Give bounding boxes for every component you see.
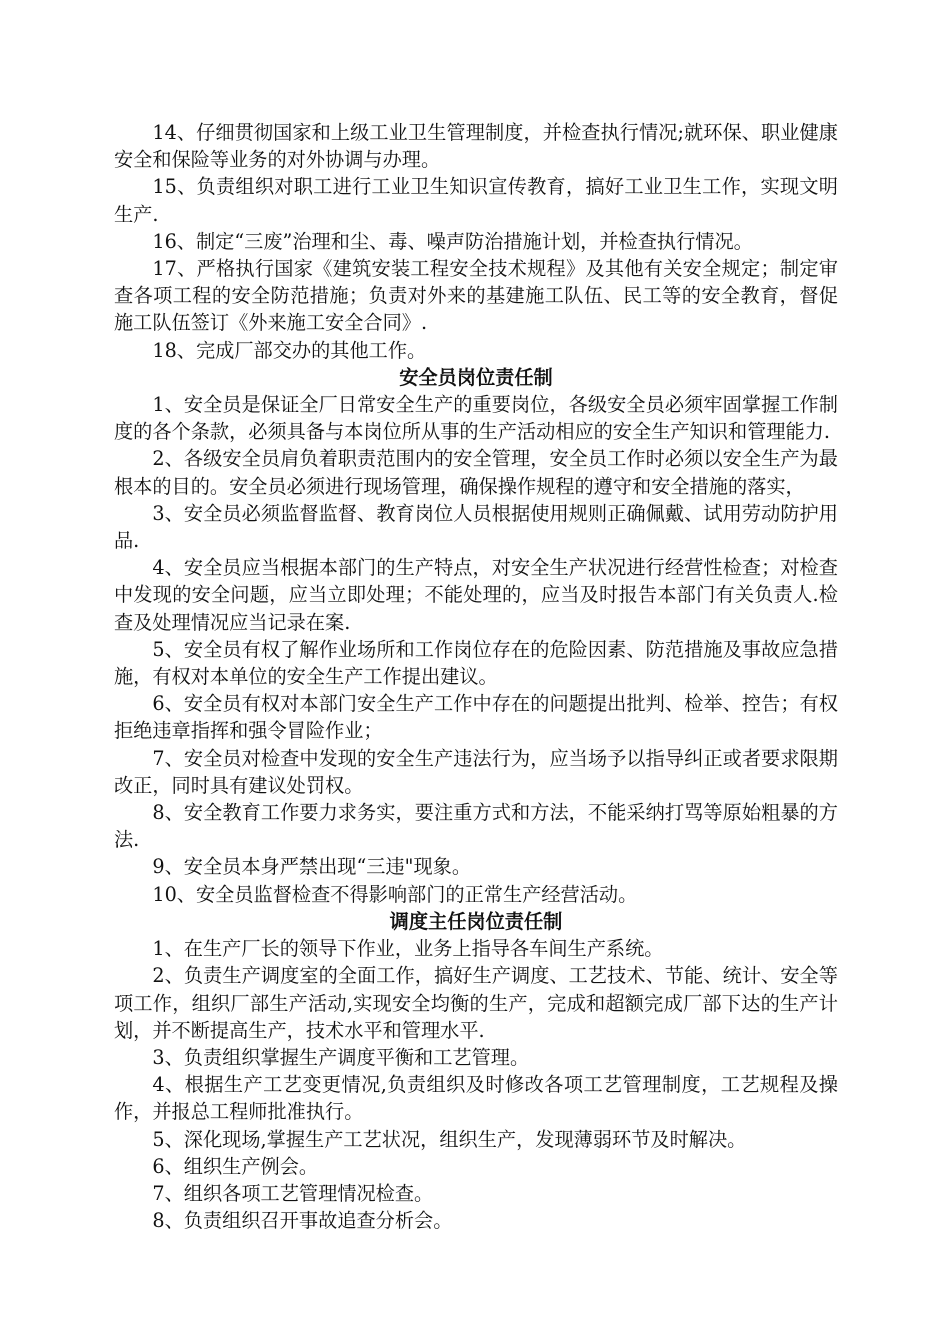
- dispatch-paragraph-6: 6、组织生产例会。: [152, 1154, 319, 1178]
- paragraph-17: 17、严格执行国家《建筑安装工程安全技术规程》及其他有关安全规定；制定审查各项工程的安全防范措施；负责对外来的基建施工队伍、民工等的安全教育，督促施工队伍签订《外来施工安全合同》.: [114, 257, 838, 335]
- safety-paragraph-5: 5、安全员有权了解作业场所和工作岗位存在的危险因素、防范措施及事故应急措施，有权对本单位的安全生产工作提出建议。: [114, 637, 838, 689]
- safety-paragraph-4: 4、安全员应当根据本部门的生产特点，对安全生产状况进行经营性检查；对检查中发现的安全问题，应当立即处理；不能处理的，应当及时报告本部门有关负责人.检查及处理情况应当记录在案.: [114, 556, 838, 634]
- safety-paragraph-1: 1、安全员是保证全厂日常安全生产的重要岗位，各级安全员必须牢固掌握工作制度的各个条款，必须具备与本岗位所从事的生产活动相应的安全生产知识和管理能力.: [114, 393, 838, 444]
- safety-paragraph-7: 7、安全员对检查中发现的安全生产违法行为，应当场予以指导纠正或者要求限期改正，同时具有建议处罚权。: [114, 746, 838, 797]
- section-heading-safety-officer: 安全员岗位责任制: [399, 365, 553, 389]
- dispatch-paragraph-1: 1、在生产厂长的领导下作业，业务上指导各车间生产系统。: [152, 937, 664, 961]
- safety-paragraph-10: 10、安全员监督检查不得影响部门的正常生产经营活动。: [152, 882, 638, 906]
- paragraph-14: 14、仔细贯彻国家和上级工业卫生管理制度，并检查执行情况;就环保、职业健康安全和保险等业务的对外协调与办理。: [114, 121, 838, 172]
- dispatch-paragraph-8: 8、负责组织召开事故追查分析会。: [152, 1209, 453, 1233]
- dispatch-paragraph-2: 2、负责生产调度室的全面工作，搞好生产调度、工艺技术、节能、统计、安全等项工作，组织厂部生产活动,实现安全均衡的生产，完成和超额完成厂部下达的生产计划，并不断提高生产，技术水平和管理水平.: [114, 964, 838, 1042]
- safety-paragraph-6: 6、安全员有权对本部门安全生产工作中存在的问题提出批判、检举、控告；有权拒绝违章指挥和强令冒险作业；: [114, 692, 838, 743]
- paragraph-18: 18、完成厂部交办的其他工作。: [152, 338, 427, 362]
- dispatch-paragraph-7: 7、组织各项工艺管理情况检查。: [152, 1181, 434, 1205]
- dispatch-paragraph-4: 4、根据生产工艺变更情况,负责组织及时修改各项工艺管理制度，工艺规程及操作，并报总工程师批准执行。: [114, 1073, 838, 1124]
- paragraph-15: 15、负责组织对职工进行工业卫生知识宣传教育，搞好工业卫生工作，实现文明生产.: [114, 175, 838, 226]
- paragraph-16: 16、制定“三废”治理和尘、毒、噪声防治措施计划，并检查执行情况。: [152, 229, 753, 253]
- document-body: [114, 119, 838, 1234]
- safety-paragraph-2: 2、各级安全员肩负着职责范围内的安全管理，安全员工作时必须以安全生产为最根本的目的。安全员必须进行现场管理，确保操作规程的遵守和安全措施的落实，: [114, 447, 838, 498]
- safety-paragraph-3: 3、安全员必须监督监督、教育岗位人员根据使用规则正确佩戴、试用劳动防护用品.: [114, 501, 838, 553]
- safety-paragraph-8: 8、安全教育工作要力求务实，要注重方式和方法，不能采纳打骂等原始粗暴的方法.: [114, 801, 838, 852]
- dispatch-paragraph-3: 3、负责组织掌握生产调度平衡和工艺管理。: [152, 1045, 530, 1069]
- safety-paragraph-9: 9、安全员本身严禁出现“三违"现象。: [152, 855, 472, 879]
- dispatch-paragraph-5: 5、深化现场,掌握生产工艺状况，组织生产，发现薄弱环节及时解决。: [152, 1127, 747, 1151]
- section-heading-dispatch-director: 调度主任岗位责任制: [389, 909, 563, 933]
